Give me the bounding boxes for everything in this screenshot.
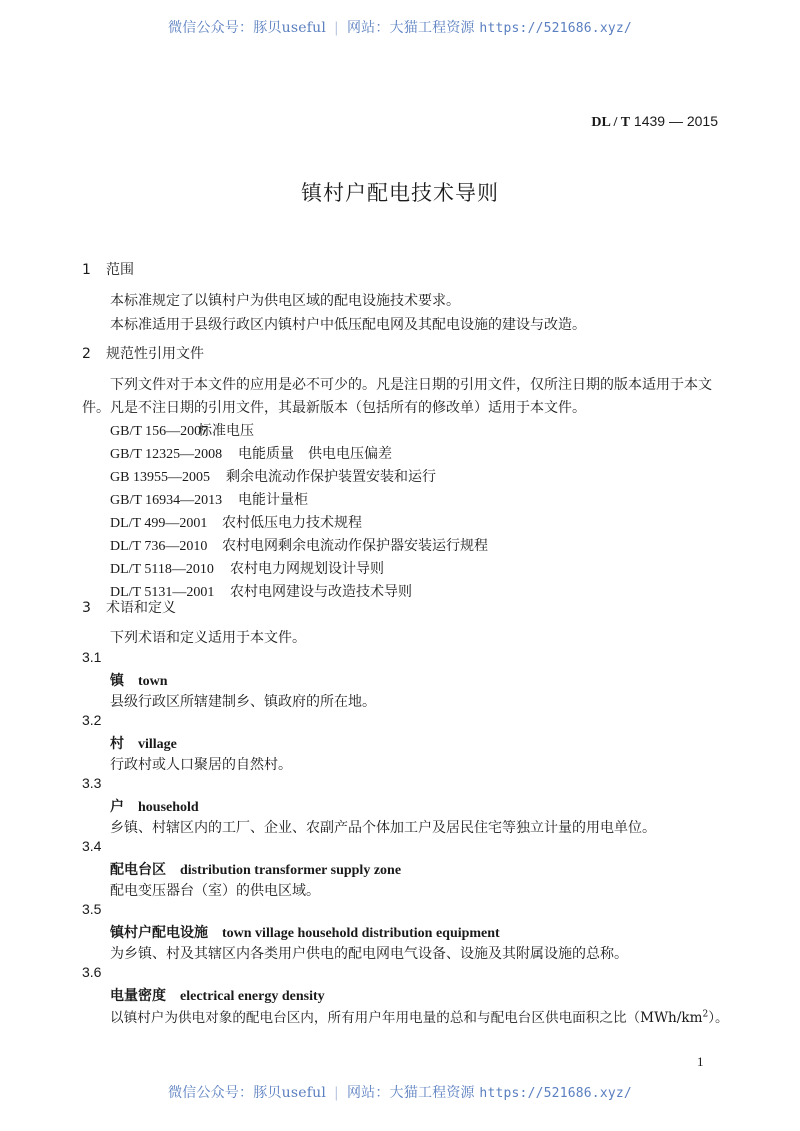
page-number: 1 [697, 1054, 704, 1069]
reference-item: DL/T 499—2001 农村低压电力技术规程 [110, 515, 362, 531]
doc-prefix: DL / T [591, 115, 631, 130]
paragraph: 本标准规定了以镇村户为供电区域的配电设施技术要求。 [110, 293, 460, 309]
section-title: 术语和定义 [106, 600, 176, 616]
clause-number: 3.3 [82, 775, 102, 791]
term-heading: 村 village [110, 736, 177, 752]
section-heading-3 [82, 597, 176, 617]
reference-item: DL/T 736—2010 农村电网剩余电流动作保护器安装运行规程 [110, 538, 488, 554]
term-definition: 为乡镇、村及其辖区内各类用户供电的配电网电气设备、设施及其附属设施的总称。 [110, 946, 628, 962]
section-number: 2 [82, 346, 91, 362]
term-definition: 行政村或人口聚居的自然村。 [110, 757, 292, 773]
watermark-bottom [0, 1082, 800, 1102]
term-definition: 县级行政区所辖建制乡、镇政府的所在地。 [110, 694, 376, 710]
clause-number: 3.1 [82, 649, 102, 665]
watermark-separator: | [334, 1085, 339, 1101]
reference-item: DL/T 5118—2010 农村电力网规划设计导则 [110, 561, 384, 577]
term-heading: 镇 town [110, 673, 168, 689]
section-title: 范围 [106, 262, 134, 278]
term-definition: 配电变压器台（室）的供电区域。 [110, 883, 320, 899]
watermark-account: 微信公众号：豚贝useful [168, 20, 327, 36]
clause-number: 3.4 [82, 838, 102, 854]
clause-number: 3.5 [82, 901, 102, 917]
watermark-account: 微信公众号：豚贝useful [168, 1085, 327, 1101]
watermark-separator: | [334, 20, 339, 36]
term-heading: 户 household [110, 799, 199, 815]
page-title: 镇村户配电技术导则 [301, 181, 499, 205]
reference-item: GB 13955—2005 剩余电流动作保护装置安装和运行 [110, 469, 436, 485]
paragraph: 下列文件对于本文件的应用是必不可少的。凡是注日期的引用文件，仅所注日期的版本适用于本文 [110, 377, 712, 393]
term-heading: 配电台区 distribution transformer supply zone [110, 862, 402, 878]
section-number: 3 [82, 600, 91, 616]
watermark-url[interactable]: https://521686.xyz/ [479, 1086, 632, 1101]
paragraph: 下列术语和定义适用于本文件。 [110, 630, 306, 646]
doc-number: 1439 — 2015 [633, 113, 718, 129]
reference-item: GB/T 156—2007标准电压 [110, 423, 254, 439]
clause-number: 3.6 [82, 964, 102, 980]
paragraph: 本标准适用于县级行政区内镇村户中低压配电网及其配电设施的建设与改造。 [110, 317, 586, 333]
watermark-site-label: 网站：大猫工程资源 [346, 20, 475, 36]
watermark-top [0, 17, 800, 37]
section-heading-2 [82, 343, 204, 363]
watermark-url[interactable]: https://521686.xyz/ [479, 21, 632, 36]
reference-item: DL/T 5131—2001 农村电网建设与改造技术导则 [110, 584, 412, 600]
document-number [591, 113, 718, 131]
term-definition: 以镇村户为供电对象的配电台区内，所有用户年用电量的总和与配电台区供电面积之比$(MWh/km^2)$。 [110, 1009, 729, 1026]
term-heading: 镇村户配电设施 town village household distribution equipment [110, 925, 500, 941]
section-heading-1 [82, 259, 134, 279]
term-definition: 乡镇、村辖区内的工厂、企业、农副产品个体加工户及居民住宅等独立计量的用电单位。 [110, 820, 656, 836]
section-title: 规范性引用文件 [106, 346, 204, 362]
reference-item: GB/T 16934—2013 电能计量柜 [110, 492, 308, 508]
term-heading: 电量密度 electrical energy density [110, 988, 325, 1004]
section-number: 1 [82, 262, 91, 278]
watermark-site-label: 网站：大猫工程资源 [346, 1085, 475, 1101]
paragraph: 件。凡是不注日期的引用文件，其最新版本（包括所有的修改单）适用于本文件。 [82, 400, 586, 416]
reference-item: GB/T 12325—2008 电能质量 供电电压偏差 [110, 446, 392, 462]
clause-number: 3.2 [82, 712, 102, 728]
